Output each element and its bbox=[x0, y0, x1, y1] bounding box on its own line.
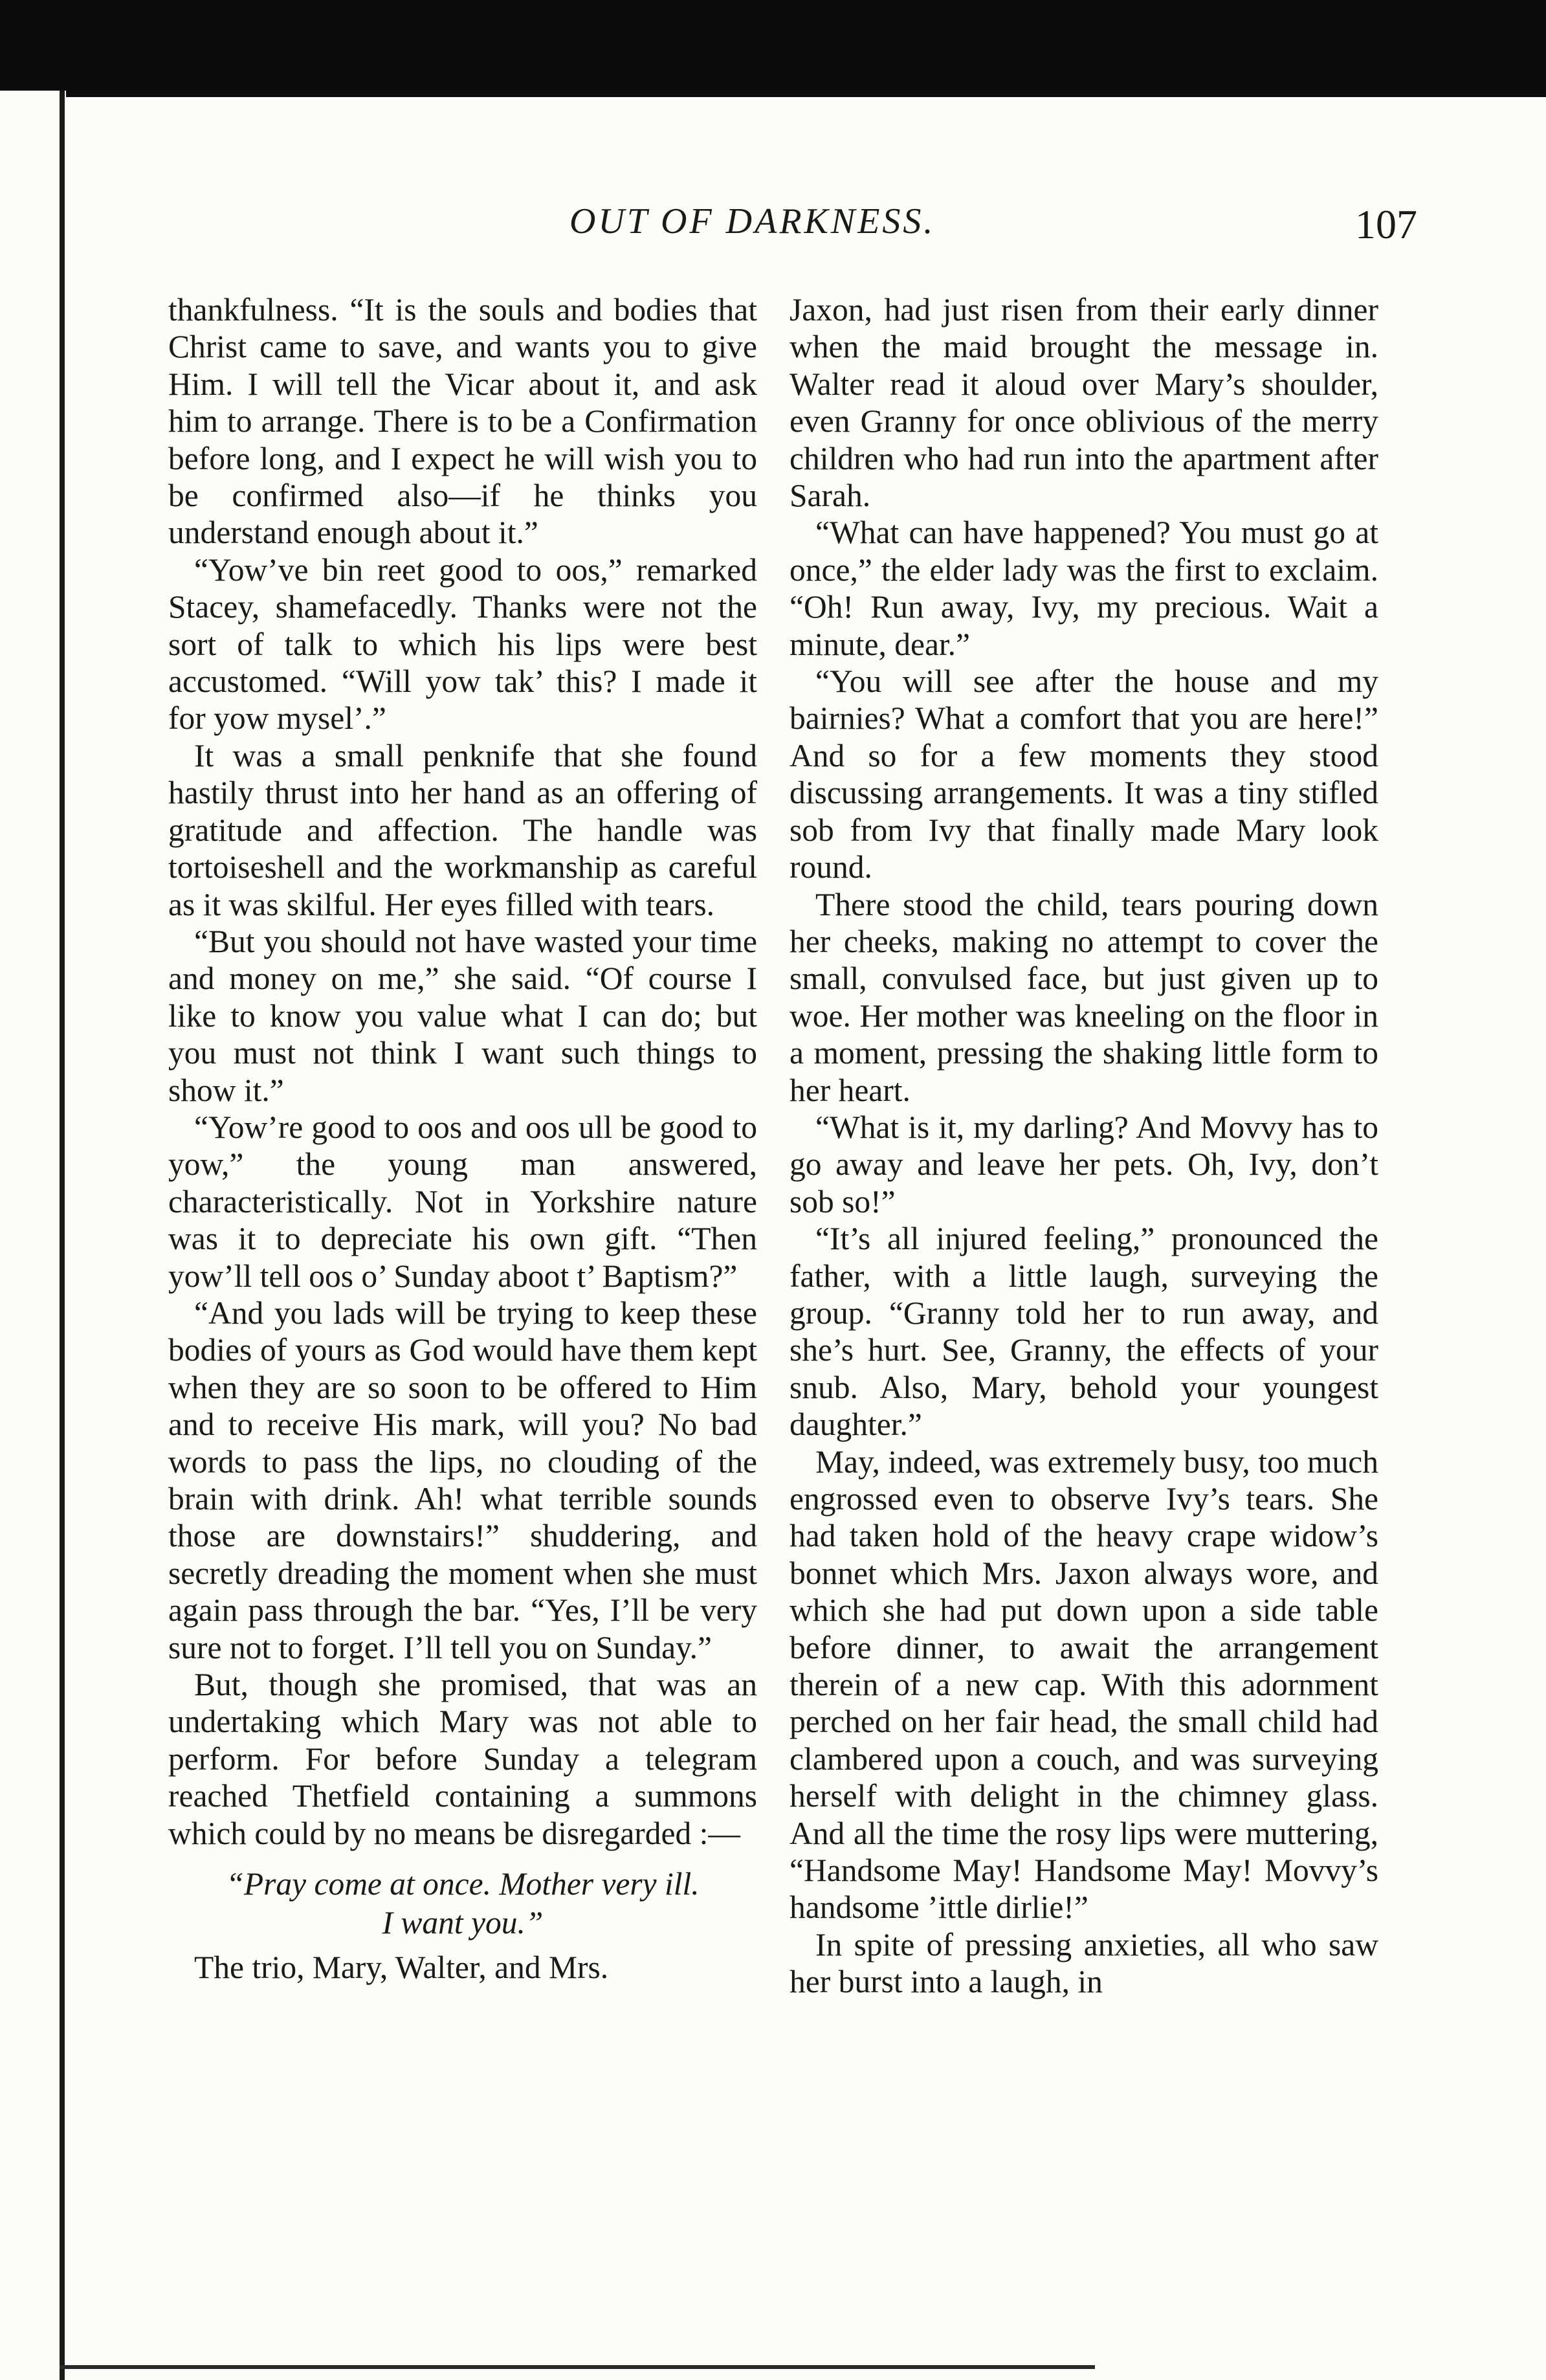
telegram-line-1: “Pray come at once. Mother very ill. bbox=[226, 1866, 700, 1902]
page-header bbox=[168, 188, 1417, 265]
scan-bottom-rule bbox=[60, 2365, 1095, 2369]
paragraph: “But you should not have wasted your time and money on me,” she said. “Of course I like to know you value what I can do; but you must not think I want such things to show it.” bbox=[168, 923, 757, 1108]
telegram-line-2: I want you.” bbox=[382, 1905, 544, 1941]
paragraph: “You will see after the house and my bairnies? What a comfort that you are here!” And so for a few moments they stood discussing arrangements. It was a tiny stifled sob from Ivy that finally made Mary look round. bbox=[790, 663, 1378, 885]
telegram-quote bbox=[168, 1865, 757, 1942]
right-column bbox=[790, 291, 1378, 2001]
paragraph: The trio, Mary, Walter, and Mrs. bbox=[194, 1950, 609, 1986]
running-title: OUT OF DARKNESS. bbox=[569, 201, 936, 241]
paragraph: “It’s all injured feeling,” pronounced the father, with a little laugh, surveying the group. “Granny told her to run away, and she’s hurt. See, Granny, the effects of your snub. Also, Mary, behold your youngest daughter.” bbox=[790, 1221, 1378, 1443]
paragraph: But, though she promised, that was an undertaking which Mary was not able to perform. For before Sunday a telegram reached Thetfield containing a summons which could by no means be disregarded :— bbox=[168, 1667, 757, 1851]
left-column bbox=[168, 291, 757, 1986]
paragraph: “And you lads will be trying to keep these bodies of yours as God would have them kept when they are so soon to be offered to Him and to receive His mark, will you? No bad words to pass the lips, no clouding of the brain with drink. Ah! what terrible sounds those are downstairs!” shuddering, and secretly dreading the moment when she must again pass through the bar. “Yes, I’ll be very sure not to forget. I’ll tell you on Sunday.” bbox=[168, 1295, 757, 1665]
paragraph: It was a small penknife that she found hastily thrust into her hand as an offering of gratitude and affection. The handle was tortoiseshell and the workmanship as careful as it was skilful. Her eyes filled with tears. bbox=[168, 737, 757, 922]
paragraph: “Yow’ve bin reet good to oos,” remarked Stacey, shamefacedly. Thanks were not the sort of talk to which his lips were best accustomed. “Will yow tak’ this? I made it for yow mysel’.” bbox=[168, 551, 757, 737]
paragraph: thankfulness. “It is the souls and bodies that Christ came to save, and wants you to give Him. I will tell the Vicar about it, and ask him to arrange. There is to be a Confirmation before long, and I expect he will wish you to be confirmed also—if he thinks you understand enough about it.” bbox=[168, 292, 757, 551]
paragraph: In spite of pressing anxieties, all who saw her burst into a laugh, in bbox=[790, 1926, 1378, 2000]
paragraph: May, indeed, was extremely busy, too much engrossed even to observe Ivy’s tears. She had taken hold of the heavy crape widow’s bonnet which Mrs. Jaxon always wore, and which she had put down upon a side table before dinner, to await the arrangement therein of a new cap. With this adornment perched on her fair head, the small child had clambered upon a couch, and was surveying herself with delight in the chimney glass. And all the time the rosy lips were muttering, “Handsome May! Handsome May! Movvy’s handsome ’ittle dirlie!” bbox=[790, 1443, 1378, 1926]
book-page bbox=[168, 188, 1417, 2343]
paragraph: There stood the child, tears pouring down her cheeks, making no attempt to cover the small, convulsed face, but just given up to woe. Her mother was kneeling on the floor in a moment, pressing the shaking little form to her heart. bbox=[790, 886, 1378, 1108]
paragraph: “What is it, my darling? And Movvy has to go away and leave her pets. Oh, Ivy, don’t sob so!” bbox=[790, 1109, 1378, 1219]
page-number: 107 bbox=[1355, 201, 1417, 247]
paragraph: “What can have happened? You must go at once,” the elder lady was the first to exclaim. “Oh! Run away, Ivy, my precious. Wait a minute, dear.” bbox=[790, 515, 1378, 662]
paragraph: “Yow’re good to oos and oos ull be good to yow,” the young man answered, characteristically. Not in Yorkshire nature was it to depreciate his own gift. “Then yow’ll tell oos o’ Sunday aboot t’ Baptism?” bbox=[168, 1109, 757, 1294]
scan-top-border bbox=[0, 0, 1546, 97]
scan-left-edge bbox=[0, 91, 66, 2380]
paragraph: Jaxon, had just risen from their early dinner when the maid brought the message in. Walter read it aloud over Mary’s shoulder, even Granny for once oblivious of the merry children who had run into the apartment after Sarah. bbox=[790, 292, 1378, 514]
